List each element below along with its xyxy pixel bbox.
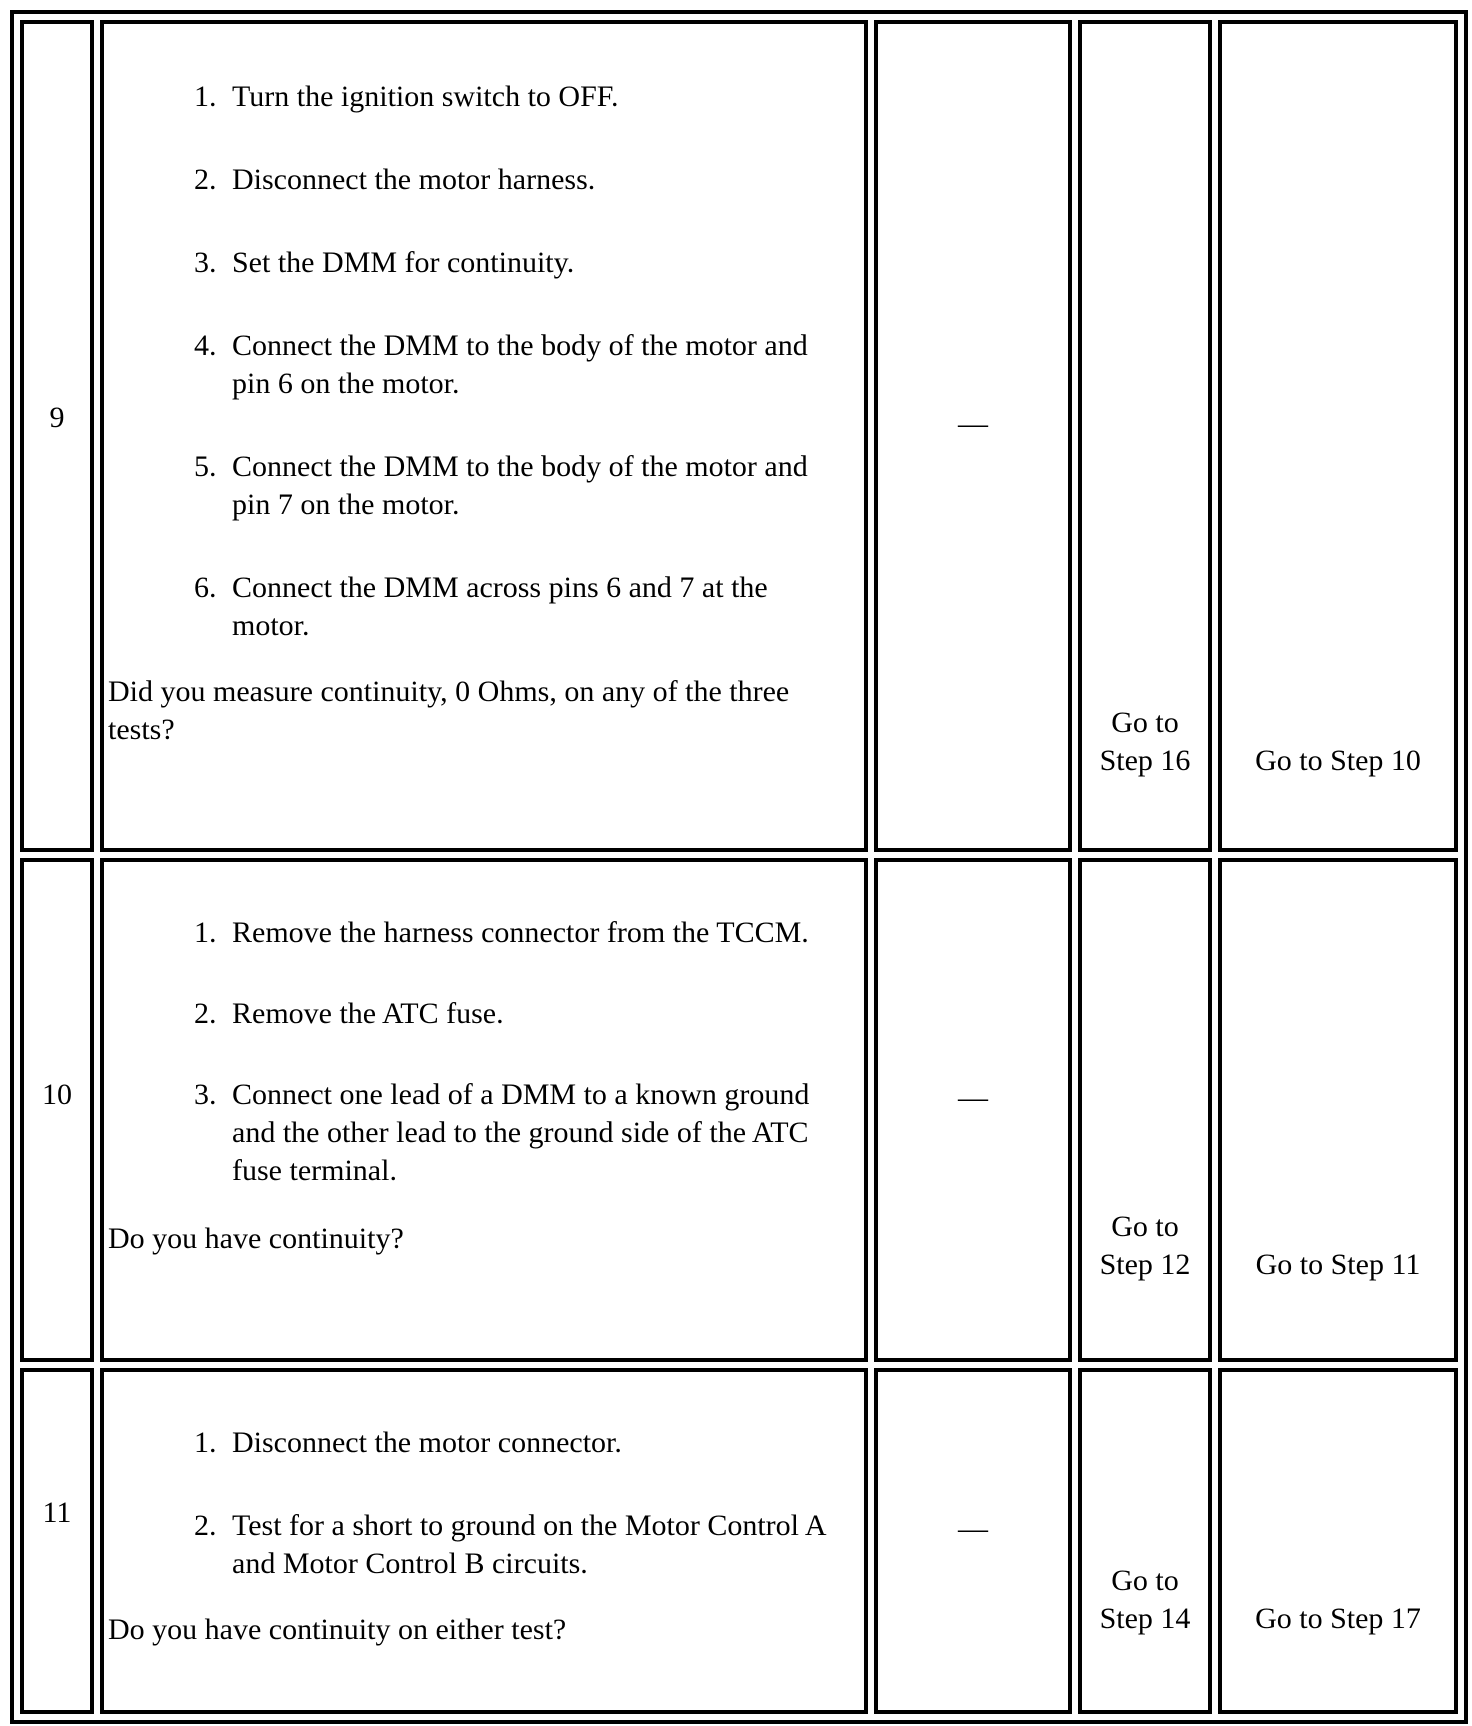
list-item (194, 327, 838, 403)
substep-text: Disconnect the motor harness. (232, 163, 596, 196)
value-dash: — (958, 407, 988, 440)
substep-number: 1. (194, 1426, 217, 1459)
substep-text: Connect the DMM to the body of the motor and pin 7 on the motor. (232, 450, 808, 521)
substep-number: 4. (194, 329, 217, 362)
list-item (194, 161, 838, 199)
step-value (874, 1368, 1072, 1714)
diagnostic-steps-table (10, 10, 1468, 1724)
substep-number: 6. (194, 571, 217, 604)
step-question: Did you measure continuity, 0 Ohms, on any of the three tests? (108, 675, 790, 746)
substep-number: 3. (194, 1078, 217, 1111)
step-number: 10 (20, 858, 94, 1362)
no-result: Go to Step 10 (1218, 20, 1458, 852)
substep-text: Remove the harness connector from the TCCM. (232, 916, 809, 949)
value-dash: — (958, 1512, 988, 1545)
list-item (194, 569, 838, 645)
yes-result: Go to Step 12 (1078, 858, 1212, 1362)
table-row (20, 20, 1458, 852)
value-dash: — (958, 1081, 988, 1114)
substep-number: 1. (194, 916, 217, 949)
no-result: Go to Step 11 (1218, 858, 1458, 1362)
list-item (194, 78, 838, 116)
list-item (194, 1424, 838, 1462)
table-row (20, 858, 1458, 1362)
substep-text: Connect one lead of a DMM to a known ground and the other lead to the ground side of the ATC fuse terminal. (232, 1078, 810, 1187)
substep-text: Connect the DMM to the body of the motor and pin 6 on the motor. (232, 329, 808, 400)
substep-number: 5. (194, 450, 217, 483)
list-item (194, 1076, 838, 1190)
substep-number: 2. (194, 1509, 217, 1542)
list-item (194, 995, 838, 1033)
step-number: 9 (20, 20, 94, 852)
table-row (20, 1368, 1458, 1714)
substep-text: Disconnect the motor connector. (232, 1426, 622, 1459)
list-item (194, 244, 838, 282)
list-item (194, 448, 838, 524)
list-item (194, 914, 838, 952)
substep-text: Turn the ignition switch to OFF. (232, 80, 619, 113)
step-action (100, 858, 868, 1362)
step-question: Do you have continuity? (108, 1222, 404, 1255)
step-action (100, 1368, 868, 1714)
substep-list (108, 914, 838, 1190)
yes-result: Go to Step 16 (1078, 20, 1212, 852)
step-action (100, 20, 868, 852)
list-item (194, 1507, 838, 1583)
substep-text: Remove the ATC fuse. (232, 997, 504, 1030)
yes-result: Go to Step 14 (1078, 1368, 1212, 1714)
substep-text: Connect the DMM across pins 6 and 7 at the motor. (232, 571, 768, 642)
substep-number: 2. (194, 997, 217, 1030)
substep-number: 1. (194, 80, 217, 113)
substep-list (108, 1424, 838, 1583)
substep-number: 3. (194, 246, 217, 279)
step-question: Do you have continuity on either test? (108, 1613, 567, 1646)
substep-number: 2. (194, 163, 217, 196)
substep-text: Test for a short to ground on the Motor Control A and Motor Control B circuits. (232, 1509, 825, 1580)
step-number: 11 (20, 1368, 94, 1714)
substep-list (108, 78, 838, 645)
step-value (874, 20, 1072, 852)
no-result: Go to Step 17 (1218, 1368, 1458, 1714)
substep-text: Set the DMM for continuity. (232, 246, 575, 279)
step-value (874, 858, 1072, 1362)
